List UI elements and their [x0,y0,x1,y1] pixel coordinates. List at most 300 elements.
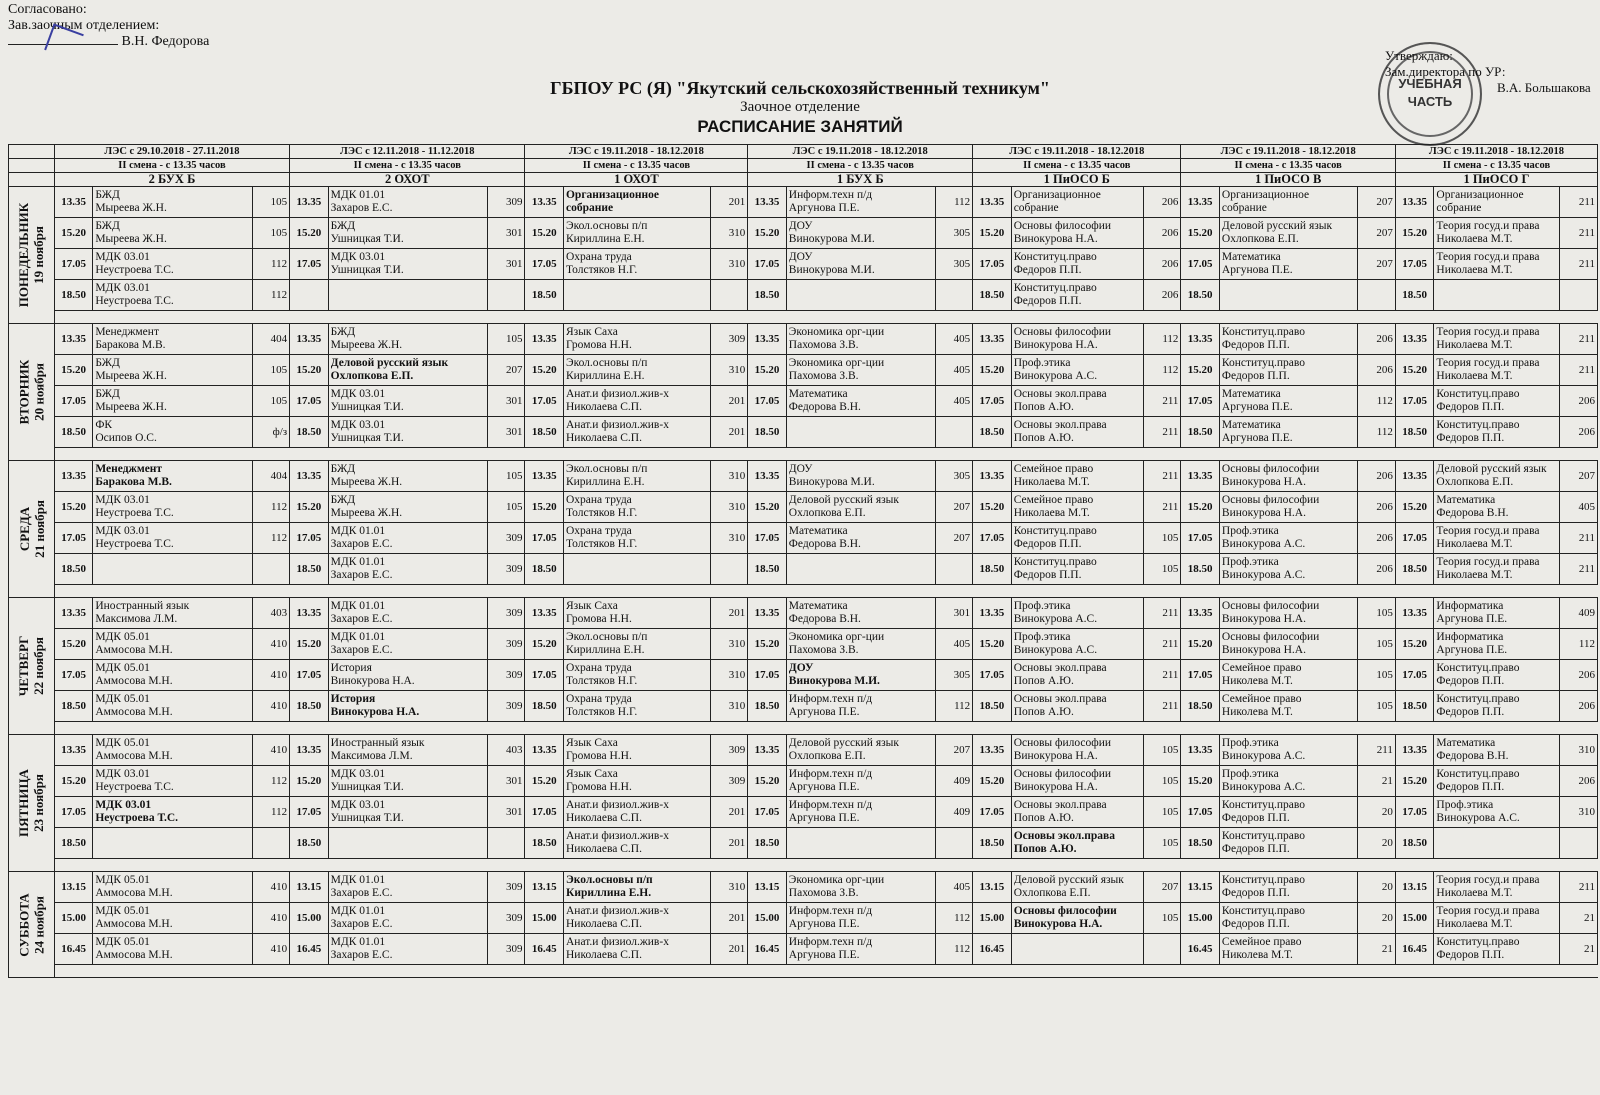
lesson-teacher: Аргунова П.Е. [1436,644,1508,656]
lesson-time: 13.35 [973,735,1012,766]
slot-row [9,828,1598,859]
lesson-cell [1011,934,1143,965]
lesson-teacher: Николаева С.П. [565,843,642,855]
lesson-teacher: собрание [1221,202,1267,214]
separator-cell [1358,311,1395,324]
lesson-room: 305 [935,218,972,249]
lesson-subject: Информ.техн п/д [788,693,873,705]
lesson-room: 105 [252,355,289,386]
lesson-subject: Математика [1221,251,1281,263]
lesson-time: 18.50 [525,691,564,722]
group-les-3: ЛЭС с 19.11.2018 - 18.12.2018 [748,145,973,159]
lesson-room: 206 [1143,280,1180,311]
lesson-cell [1434,461,1560,492]
lesson-subject: Проф.этика [1221,525,1279,537]
separator-cell [710,448,747,461]
separator-cell [487,722,525,735]
lesson-subject: Теория госуд.и права [1436,556,1540,568]
lesson-subject: Иностранный язык [330,737,425,749]
slot-row [9,461,1598,492]
lesson-time: 15.20 [973,218,1012,249]
separator-cell [973,585,1012,598]
lesson-room: 112 [935,691,972,722]
lesson-room: 310 [1560,797,1598,828]
lesson-time: 13.35 [748,598,787,629]
lesson-room: 405 [935,324,972,355]
lesson-teacher: Кириллина Е.Н. [565,644,645,656]
separator-cell [563,585,710,598]
day-date: 24 ноября [31,895,47,954]
lesson-teacher: Федорова В.Н. [788,401,861,413]
signature-line [8,44,118,45]
lesson-time: 13.35 [290,598,329,629]
lesson-room: 309 [487,934,525,965]
lesson-teacher: Николаева С.П. [565,401,642,413]
lesson-cell [93,461,252,492]
slot-row [9,355,1598,386]
lesson-teacher: Толстяков Н.Г. [565,538,638,550]
lesson-teacher: Захаров Е.С. [330,949,393,961]
lesson-room: 105 [1358,691,1395,722]
day-cell [9,872,55,978]
day-separator [9,585,1598,598]
lesson-cell [93,187,252,218]
lesson-cell [1219,660,1357,691]
separator-cell [1181,859,1220,872]
lesson-teacher: Баракова М.В. [95,476,172,488]
lesson-room: 206 [1560,386,1598,417]
lesson-room: 21 [1358,934,1395,965]
separator-cell [252,722,289,735]
lesson-time: 15.20 [748,766,787,797]
lesson-cell [93,903,252,934]
lesson-room: 410 [252,872,289,903]
separator-cell [1395,585,1434,598]
lesson-time: 18.50 [748,691,787,722]
header-corner [9,145,55,159]
group-shift-4: II смена - с 13.35 часов [973,159,1181,173]
lesson-room [487,828,525,859]
lesson-teacher: Николаева М.Т. [1436,569,1513,581]
lesson-teacher: Ушницкая Т.И. [330,781,404,793]
lesson-room: 410 [252,735,289,766]
slot-row [9,386,1598,417]
lesson-subject: ДОУ [788,220,813,232]
lesson-cell [328,872,487,903]
slot-row [9,492,1598,523]
lesson-teacher: Винокурова М.И. [788,675,880,687]
day-label [16,636,46,696]
lesson-subject: Язык Саха [565,600,618,612]
lesson-time: 17.05 [525,660,564,691]
lesson-cell [1219,691,1357,722]
lesson-room: 301 [935,598,972,629]
lesson-time: 18.50 [973,691,1012,722]
lesson-room: 309 [487,872,525,903]
lesson-cell [93,828,252,859]
lesson-teacher: Толстяков Н.Г. [565,507,638,519]
lesson-subject: МДК 03.01 [95,799,152,811]
lesson-subject: Конституц.право [1221,905,1305,917]
separator-cell [1560,859,1598,872]
separator-cell [1143,722,1180,735]
separator-cell [748,722,787,735]
lesson-room: 309 [487,691,525,722]
lesson-teacher: Федоров П.П. [1013,538,1082,550]
lesson-time: 15.00 [290,903,329,934]
lesson-room: 211 [1143,598,1180,629]
lesson-room: 105 [1143,903,1180,934]
separator-cell [1143,585,1180,598]
lesson-subject: Организационное [1221,189,1310,201]
lesson-teacher: Захаров Е.С. [330,569,393,581]
lesson-cell [563,598,710,629]
lesson-teacher: Николева М.Т. [1221,675,1293,687]
lesson-subject: Экол.основы п/п [565,220,648,232]
lesson-teacher: Винокурова А.С. [1221,538,1306,550]
lesson-room: 207 [1143,872,1180,903]
separator-cell [710,859,747,872]
lesson-time: 17.05 [54,386,93,417]
lesson-cell [1434,903,1560,934]
lesson-room: 309 [487,187,525,218]
lesson-cell [93,324,252,355]
lesson-room: 207 [935,492,972,523]
lesson-cell [1219,280,1357,311]
lesson-teacher: Федорова В.Н. [788,613,861,625]
lesson-room: 207 [1358,218,1395,249]
separator-cell [1434,859,1560,872]
lesson-room: 105 [1143,766,1180,797]
lesson-cell [1011,660,1143,691]
lesson-teacher: Винокурова А.С. [1221,569,1306,581]
lesson-cell [93,386,252,417]
lesson-cell [93,249,252,280]
lesson-room: 305 [935,249,972,280]
lesson-cell [93,797,252,828]
lesson-room: 410 [252,903,289,934]
separator-cell [786,311,935,324]
lesson-teacher: Мыреева Ж.Н. [95,233,167,245]
lesson-cell [328,691,487,722]
lesson-time: 15.20 [290,218,329,249]
lesson-subject: Охрана труда [565,662,632,674]
day-cell [9,735,55,872]
lesson-time: 17.05 [973,386,1012,417]
lesson-time: 18.50 [290,828,329,859]
lesson-cell [1219,629,1357,660]
lesson-cell [1011,280,1143,311]
lesson-subject: Организационное [565,189,660,201]
lesson-room: 206 [1358,492,1395,523]
separator-cell [563,965,710,978]
lesson-teacher: Аммосова М.Н. [95,675,173,687]
lesson-subject: МДК 03.01 [95,768,150,780]
lesson-room: 310 [710,461,747,492]
day-label-wrap [11,461,52,597]
lesson-room: 201 [710,797,747,828]
lesson-teacher: Винокурова Н.А. [1221,507,1306,519]
approval-left-name: В.Н. Федорова [121,34,210,49]
lesson-room: 112 [1358,386,1395,417]
lesson-subject: Семейное право [1221,662,1302,674]
lesson-time: 17.05 [54,249,93,280]
lesson-teacher: Громова Н.Н. [565,781,632,793]
day-label-wrap [11,324,52,460]
lesson-teacher: Неустроева Т.С. [95,507,174,519]
group-name-3: 1 БУХ Б [748,173,973,187]
lesson-time: 18.50 [973,417,1012,448]
lesson-time: 15.20 [748,492,787,523]
lesson-teacher: Винокурова М.И. [788,233,875,245]
lesson-teacher: Винокурова Н.А. [1221,613,1306,625]
separator-cell [935,448,972,461]
lesson-time: 17.05 [290,386,329,417]
lesson-cell [1219,249,1357,280]
lesson-time: 18.50 [525,417,564,448]
lesson-subject: МДК 01.01 [330,905,386,917]
separator-cell [748,585,787,598]
lesson-teacher: Федоров П.П. [1221,812,1290,824]
lesson-subject: Экол.основы п/п [565,357,648,369]
lesson-subject: Деловой русский язык [788,737,899,749]
lesson-cell [93,554,252,585]
lesson-teacher: Федоров П.П. [1013,295,1082,307]
slot-row [9,872,1598,903]
lesson-time: 15.20 [525,492,564,523]
lesson-teacher: Винокурова М.И. [788,264,875,276]
lesson-subject: Проф.этика [1221,556,1279,568]
lesson-teacher: Кириллина Е.Н. [565,370,645,382]
day-date: 21 ноября [31,500,47,558]
lesson-teacher: Охлопкова Е.П. [788,507,866,519]
lesson-time: 18.50 [748,417,787,448]
lesson-room: 309 [710,735,747,766]
lesson-room [252,828,289,859]
lesson-time: 15.20 [54,492,93,523]
lesson-room: 309 [487,523,525,554]
lesson-room: 405 [935,629,972,660]
lesson-time: 13.35 [54,324,93,355]
lesson-room: 409 [935,766,972,797]
lesson-time: 17.05 [1181,249,1220,280]
lesson-cell [1219,218,1357,249]
slot-row [9,660,1598,691]
separator-cell [748,311,787,324]
approval-right-name: В.А. Большакова [1497,80,1591,95]
lesson-teacher: Неустроева Т.С. [95,538,174,550]
lesson-cell [1011,691,1143,722]
lesson-subject: МДК 03.01 [330,388,386,400]
lesson-cell [563,691,710,722]
lesson-time: 13.35 [290,187,329,218]
approval-right-position: Зам.директора по УР: [1385,64,1506,79]
lesson-cell [1011,218,1143,249]
lesson-time: 17.05 [748,523,787,554]
lesson-subject: Математика [788,525,848,537]
lesson-cell [328,324,487,355]
lesson-time: 15.20 [525,218,564,249]
lesson-room: 211 [1143,691,1180,722]
lesson-time: 18.50 [1395,417,1434,448]
separator-cell [1219,585,1357,598]
lesson-cell [563,629,710,660]
lesson-teacher: Федоров П.П. [1436,675,1505,687]
lesson-subject: Теория госуд.и права [1436,905,1540,917]
group-shift-5: II смена - с 13.35 часов [1181,159,1395,173]
lesson-cell [786,598,935,629]
lesson-time: 16.45 [748,934,787,965]
lesson-time: 13.35 [973,324,1012,355]
lesson-teacher: Ушницкая Т.И. [330,233,404,245]
slot-row [9,934,1598,965]
lesson-cell [328,249,487,280]
lesson-teacher: Громова Н.Н. [565,750,632,762]
lesson-subject: Организационное [1013,189,1101,201]
lesson-time: 13.35 [1181,324,1220,355]
lesson-cell [786,735,935,766]
lesson-teacher: Мыреева Ж.Н. [95,401,167,413]
lesson-subject: МДК 01.01 [330,631,386,643]
lesson-room [1358,280,1395,311]
separator-cell [1395,722,1434,735]
lesson-teacher: Пахомова З.В. [788,644,859,656]
day-name: ПЯТНИЦА [16,769,32,837]
lesson-room: 112 [252,766,289,797]
lesson-cell [1434,386,1560,417]
header-row-name [9,173,1598,187]
lesson-room: 211 [1560,355,1598,386]
lesson-room: 105 [252,187,289,218]
lesson-teacher: Федоров П.П. [1436,949,1505,961]
lesson-room: 112 [252,280,289,311]
lesson-teacher: Федоров П.П. [1436,706,1505,718]
lesson-time: 13.35 [1181,461,1220,492]
lesson-room: 409 [1560,598,1598,629]
day-date: 20 ноября [31,363,47,421]
day-cell [9,187,55,324]
separator-cell [935,859,972,872]
lesson-room: 105 [1358,629,1395,660]
lesson-teacher: Охлопкова Е.П. [788,750,866,762]
lesson-subject: Экол.основы п/п [565,874,653,886]
day-separator [9,722,1598,735]
lesson-subject: МДК 03.01 [330,768,386,780]
separator-cell [1434,448,1560,461]
lesson-room: 310 [710,629,747,660]
header-corner [9,159,55,173]
lesson-teacher: Максимова Л.М. [95,613,178,625]
lesson-cell [1434,598,1560,629]
lesson-teacher: Винокурова А.С. [1436,812,1520,824]
lesson-subject: Семейное право [1221,693,1302,705]
lesson-cell [328,386,487,417]
separator-cell [973,722,1012,735]
lesson-time: 13.35 [1395,187,1434,218]
separator-cell [328,722,487,735]
lesson-teacher: Аммосова М.Н. [95,949,173,961]
lesson-room: 403 [487,735,525,766]
lesson-time: 17.05 [525,386,564,417]
lesson-cell [328,766,487,797]
group-name-4: 1 ПиОСО Б [973,173,1181,187]
lesson-subject: Основы экол.права [1013,830,1115,842]
separator-cell [525,585,564,598]
lesson-cell [1219,934,1357,965]
lesson-subject: Охрана труда [565,525,632,537]
lesson-subject: Проф.этика [1013,357,1071,369]
stamp-text-line2: ЧАСТЬ [1407,94,1453,109]
lesson-room [935,280,972,311]
lesson-subject: Охрана труда [565,494,632,506]
lesson-time: 13.35 [54,598,93,629]
separator-cell [93,722,252,735]
lesson-room: 309 [487,554,525,585]
lesson-teacher: Попов А.Ю. [1013,675,1074,687]
lesson-teacher: Николаева С.П. [565,432,642,444]
lesson-teacher: Федоров П.П. [1013,264,1082,276]
lesson-subject: Экол.основы п/п [565,463,648,475]
lesson-room: 310 [710,249,747,280]
lesson-time: 18.50 [525,554,564,585]
lesson-cell [1219,554,1357,585]
lesson-time: 18.50 [1181,691,1220,722]
lesson-cell [1011,386,1143,417]
lesson-room: 211 [1143,492,1180,523]
separator-cell [1560,311,1598,324]
lesson-cell [1434,691,1560,722]
group-name-0: 2 БУХ Б [54,173,289,187]
lesson-cell [328,417,487,448]
lesson-teacher: Николаева М.Т. [1436,538,1513,550]
separator-cell [487,448,525,461]
lesson-teacher: Охлопкова Е.П. [1013,887,1091,899]
separator-cell [487,311,525,324]
lesson-time: 13.35 [54,461,93,492]
lesson-subject: МДК 05.01 [95,936,150,948]
lesson-room: 105 [252,386,289,417]
lesson-cell [786,355,935,386]
lesson-teacher: Аммосова М.Н. [95,644,173,656]
lesson-time: 13.35 [1181,598,1220,629]
lesson-subject: ФК [95,419,113,431]
day-name: СРЕДА [16,506,32,552]
lesson-cell [1011,523,1143,554]
lesson-room: 20 [1358,872,1395,903]
lesson-time: 18.50 [54,828,93,859]
separator-cell [1434,311,1560,324]
lesson-room [710,280,747,311]
lesson-teacher: Николаева М.Т. [1436,370,1513,382]
lesson-subject: БЖД [95,189,120,201]
lesson-room: 206 [1358,554,1395,585]
separator-cell [935,722,972,735]
separator-cell [1434,722,1560,735]
lesson-teacher: Аргунова П.Е. [788,202,860,214]
lesson-teacher: Николаева М.Т. [1436,339,1513,351]
lesson-teacher: Николаева М.Т. [1436,887,1513,899]
separator-cell [93,859,252,872]
separator-cell [93,965,252,978]
lesson-teacher: Федоров П.П. [1221,843,1290,855]
lesson-room: 211 [1560,872,1598,903]
lesson-time: 15.20 [1395,766,1434,797]
lesson-time: 17.05 [525,797,564,828]
lesson-room: 301 [487,797,525,828]
lesson-time: 17.05 [1181,797,1220,828]
lesson-subject: Математика [788,600,848,612]
separator-cell [1219,448,1357,461]
